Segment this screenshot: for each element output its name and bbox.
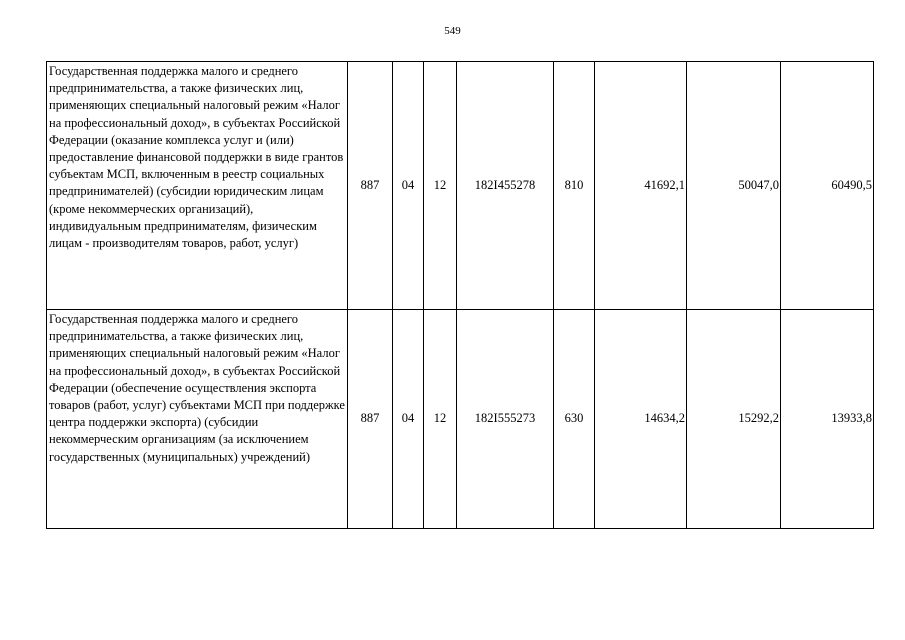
ministry-code: 887: [348, 310, 393, 529]
subsection-code: 12: [424, 310, 457, 529]
amount-3: 13933,8: [781, 310, 874, 529]
amount-2: 15292,2: [687, 310, 781, 529]
amount-1: 41692,1: [595, 62, 687, 310]
ministry-code: 887: [348, 62, 393, 310]
subsection-code: 12: [424, 62, 457, 310]
target-article-code: 182I455278: [457, 62, 554, 310]
expense-type-code: 630: [554, 310, 595, 529]
row-description: Государственная поддержка малого и среднего предпринимательства, а также физических лиц, применяющих специальный налоговый режим «Налог на профессиональный доход», в субъектах Российской Федерации (оказание комплекса услуг и (или) предоставление финансовой поддержки в виде грантов субъектам МСП, включенным в реестр социальных предпринимателей) (субсидии юридическим лицам (кроме некоммерческих организаций), индивидуальным предпринимателям, физическим лицам - производителям товаров, работ, услуг): [47, 62, 348, 310]
amount-3: 60490,5: [781, 62, 874, 310]
row-description: Государственная поддержка малого и среднего предпринимательства, а также физических лиц, применяющих специальный налоговый режим «Налог на профессиональный доход», в субъектах Российской Федерации (обеспечение осуществления экспорта товаров (работ, услуг) субъектами МСП при поддержке центра поддержки экспорта) (субсидии некоммерческим организациям (за исключением государственных (муниципальных) учреждений): [47, 310, 348, 529]
section-code: 04: [393, 62, 424, 310]
amount-2: 50047,0: [687, 62, 781, 310]
expense-type-code: 810: [554, 62, 595, 310]
page-number: 549: [444, 25, 461, 37]
section-code: 04: [393, 310, 424, 529]
table-row: [47, 62, 874, 310]
table-row: [47, 310, 874, 529]
amount-1: 14634,2: [595, 310, 687, 529]
target-article-code: 182I555273: [457, 310, 554, 529]
budget-table: [46, 61, 874, 529]
